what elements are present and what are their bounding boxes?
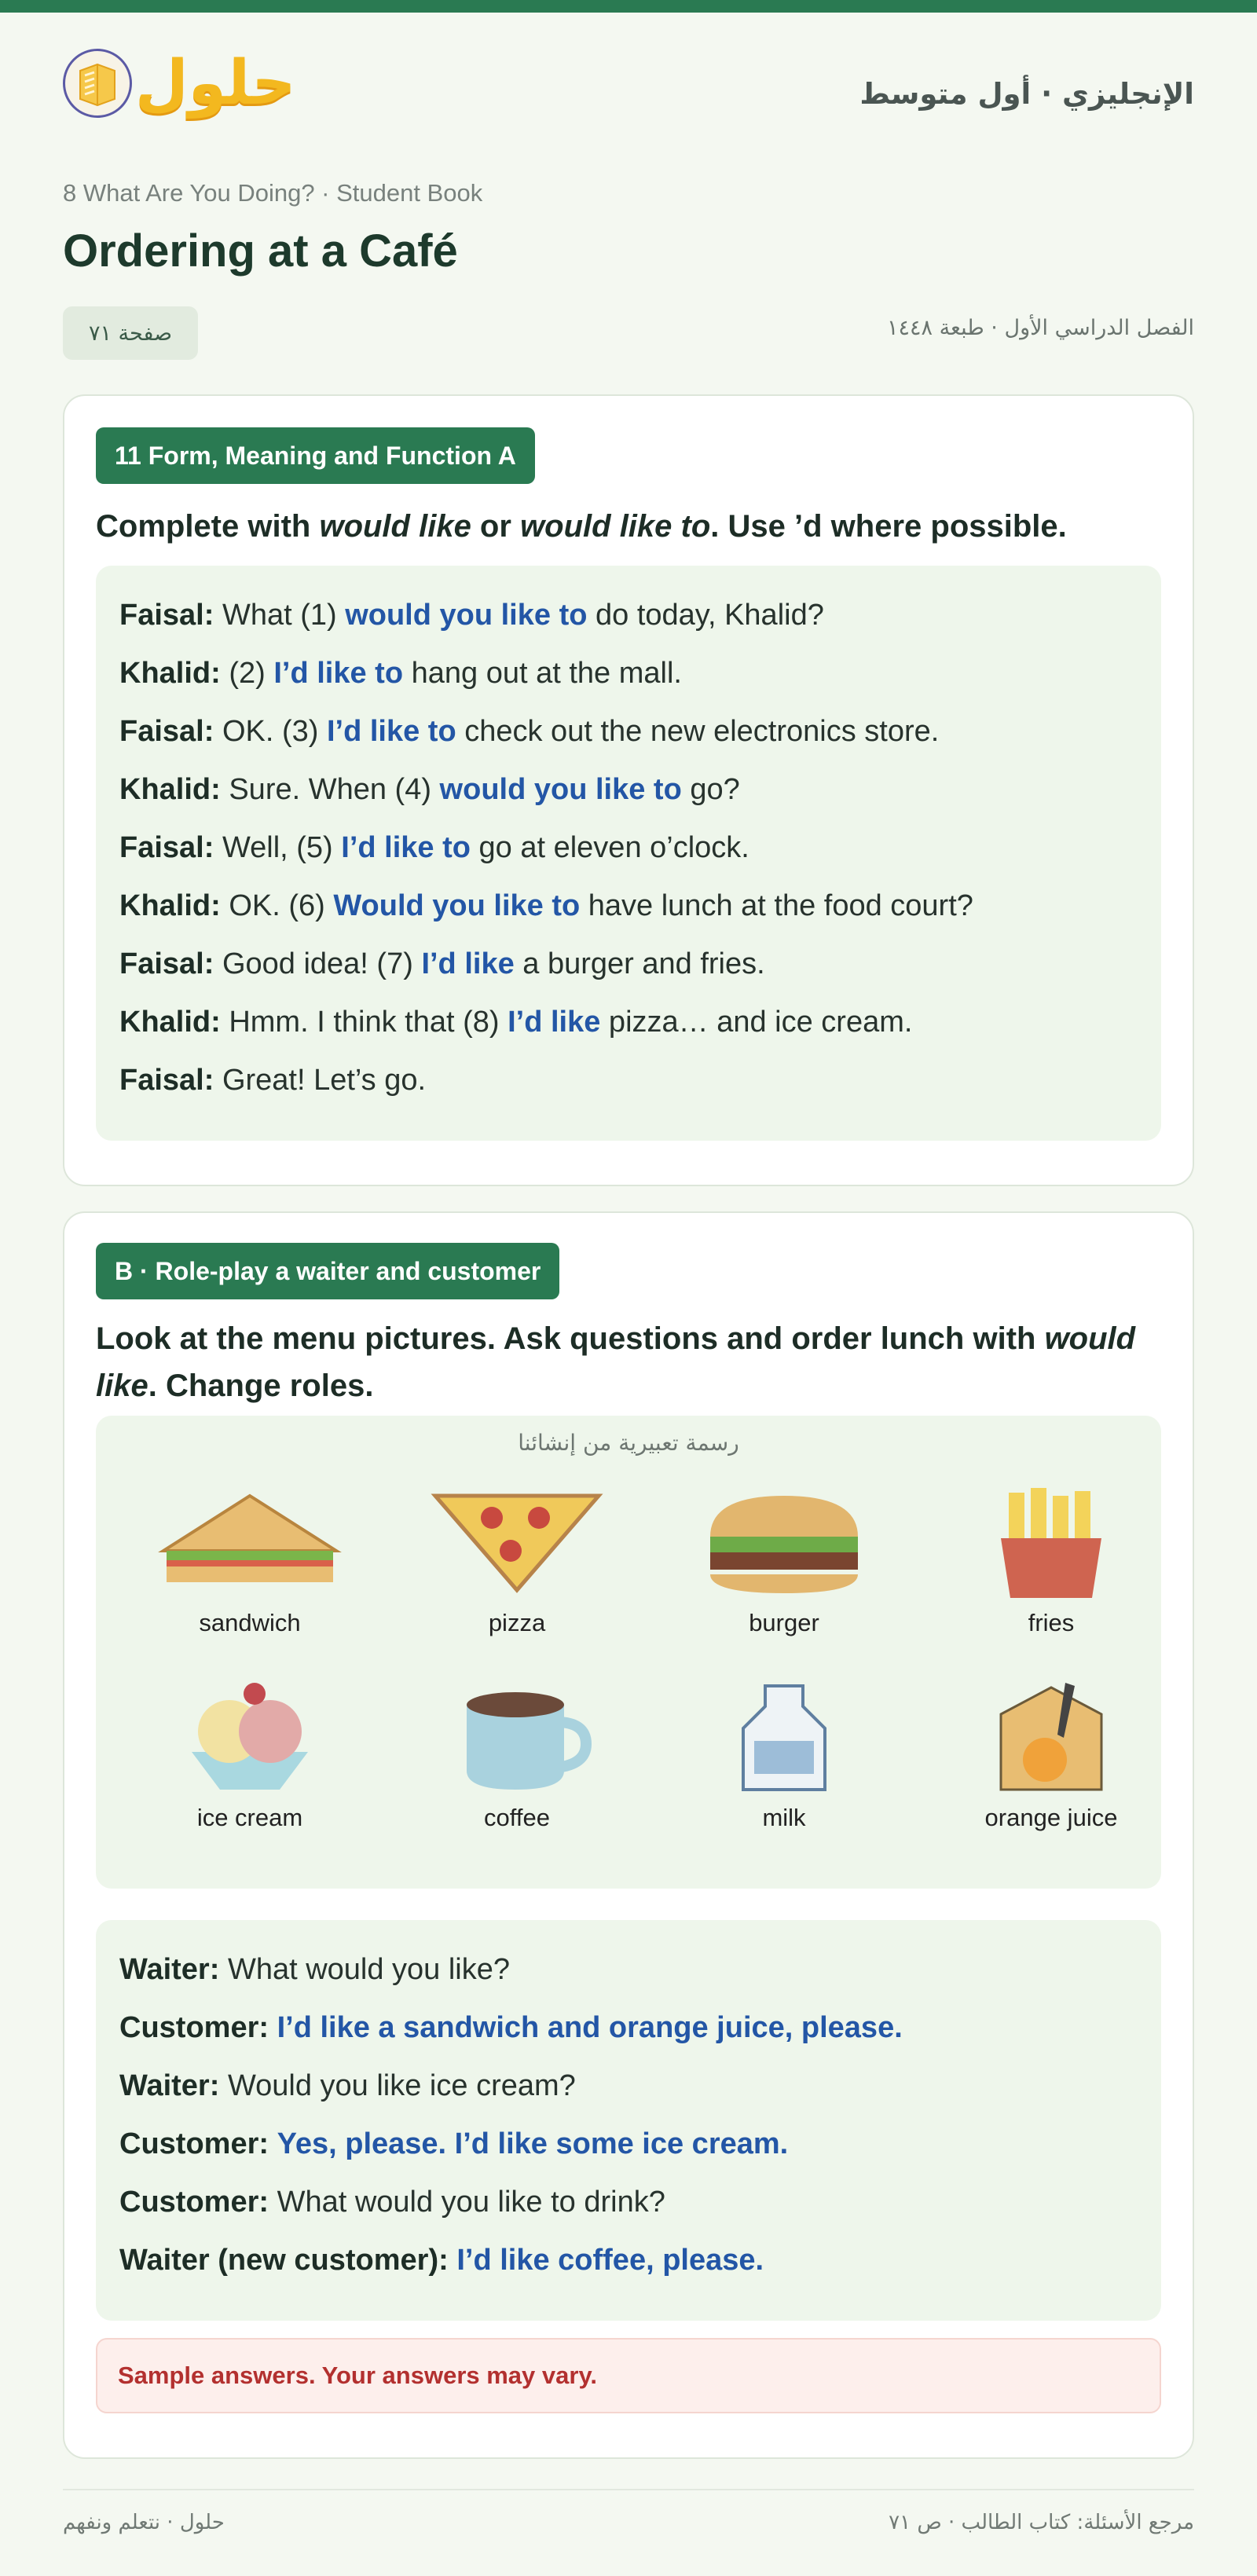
- menu-item-milk: milk: [666, 1683, 902, 1832]
- subject-label: الإنجليزي · أول متوسط: [859, 77, 1194, 111]
- menu-item-orange-juice: orange juice: [933, 1683, 1169, 1832]
- edition-label: الفصل الدراسي الأول · طبعة ١٤٤٨: [886, 316, 1194, 340]
- roleplay-line: Waiter: What would you like?: [119, 1953, 511, 1986]
- menu-caption: رسمة تعبيرية من إنشائنا: [518, 1430, 739, 1456]
- dialogue-line: Khalid: (2) I’d like to hang out at the mall.: [119, 657, 682, 690]
- roleplay-line: Waiter (new customer): I’d like coffee, please.: [119, 2244, 764, 2277]
- sample-answers-note: Sample answers. Your answers may vary.: [96, 2338, 1161, 2413]
- roleplay-dialogue-panel: [96, 1920, 1161, 2321]
- exercise-b-card: [63, 1211, 1194, 2459]
- exercise-a-tag: 11 Form, Meaning and Function A: [96, 427, 535, 484]
- dialogue-line: Faisal: What (1) would you like to do today, Khalid?: [119, 599, 824, 632]
- footer-reference: مرجع الأسئلة: كتاب الطالب · ص ٧١: [889, 2511, 1194, 2534]
- exercise-b-tag: B · Role-play a waiter and customer: [96, 1243, 559, 1299]
- roleplay-line: Waiter: Would you like ice cream?: [119, 2069, 576, 2102]
- orange-juice-icon: [957, 1683, 1145, 1793]
- ice-cream-icon: [156, 1683, 344, 1793]
- roleplay-line: Customer: I’d like a sandwich and orange juice, please.: [119, 2011, 903, 2044]
- dialogue-line: Faisal: Well, (5) I’d like to go at eleven o’clock.: [119, 831, 749, 864]
- menu-item-fries: fries: [933, 1488, 1169, 1637]
- exercise-a-card: [63, 394, 1194, 1186]
- dialogue-line: Khalid: OK. (6) Would you like to have lunch at the food court?: [119, 889, 973, 922]
- dialogue-line: Khalid: Hmm. I think that (8) I’d like pizza… and ice cream.: [119, 1006, 913, 1039]
- logo-wordmark: حلول: [135, 48, 296, 119]
- page-title: Ordering at a Café: [63, 225, 458, 277]
- roleplay-line: Customer: Yes, please. I’d like some ice cream.: [119, 2127, 789, 2160]
- burger-icon: [690, 1488, 878, 1598]
- menu-item-sandwich: sandwich: [132, 1488, 368, 1637]
- milk-icon: [690, 1683, 878, 1793]
- dialogue-line: Faisal: OK. (3) I’d like to check out the new electronics store.: [119, 715, 940, 748]
- exercise-a-instruction: Complete with would like or would like to. Use ’d where possible.: [96, 509, 1067, 544]
- footer-brand: حلول · نتعلم ونفهم: [63, 2511, 225, 2534]
- roleplay-line: Customer: What would you like to drink?: [119, 2186, 665, 2219]
- dialogue-line: Khalid: Sure. When (4) would you like to go?: [119, 773, 740, 806]
- menu-item-ice-cream: ice cream: [132, 1683, 368, 1832]
- page-number-badge: صفحة ٧١: [63, 306, 198, 360]
- dialogue-line: Faisal: Great! Let’s go.: [119, 1064, 427, 1097]
- menu-item-coffee: coffee: [399, 1683, 635, 1832]
- footer-divider: [63, 2489, 1194, 2490]
- menu-item-pizza: pizza: [399, 1488, 635, 1637]
- hulul-logo[interactable]: [63, 49, 296, 118]
- exercise-b-instruction: Look at the menu pictures. Ask questions and order lunch with would like. Change roles.: [96, 1321, 1136, 1403]
- menu-item-burger: burger: [666, 1488, 902, 1637]
- sandwich-icon: [156, 1488, 344, 1598]
- menu-panel: [96, 1416, 1161, 1889]
- book-icon: [63, 49, 132, 118]
- pizza-icon: [423, 1488, 611, 1598]
- dialogue-line: Faisal: Good idea! (7) I’d like a burger and fries.: [119, 947, 765, 980]
- breadcrumb: 8 What Are You Doing? · Student Book: [63, 179, 483, 207]
- top-accent-bar: [0, 0, 1257, 13]
- fries-icon: [957, 1488, 1145, 1598]
- coffee-icon: [423, 1683, 611, 1793]
- dialogue-panel: [96, 566, 1161, 1141]
